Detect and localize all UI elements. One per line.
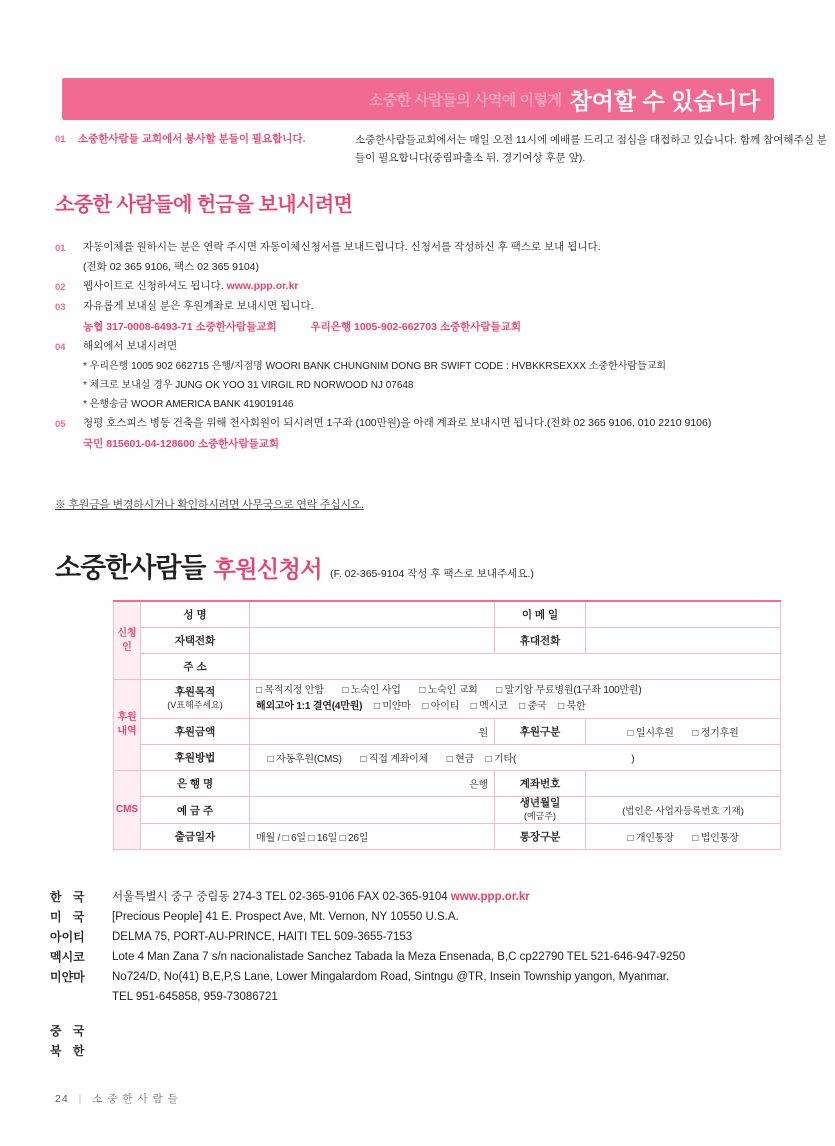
form-title-note: (F. 02-365-9104 작성 후 팩스로 보내주세요.) xyxy=(330,568,534,580)
change-note-text: ※ 후원금을 변경하시거나 확인하시려면 사무국으로 연락 주십시오. xyxy=(55,499,364,511)
address-row xyxy=(50,887,790,907)
header-banner xyxy=(62,78,774,120)
passbook-corporate[interactable]: □ 법인통장 xyxy=(692,833,739,844)
footer-divider: | xyxy=(78,1093,83,1105)
item-text: 웹사이트로 신청하셔도 됩니다. xyxy=(83,280,224,292)
table-row xyxy=(114,797,781,824)
input-amount[interactable] xyxy=(250,719,495,745)
label-home-phone: 자택전화 xyxy=(141,628,250,654)
input-name[interactable] xyxy=(250,601,495,628)
purpose-option-orphan-sponsor[interactable]: 해외고아 1:1 결연(4만원) xyxy=(256,701,363,712)
table-row xyxy=(114,628,781,654)
donation-instructions xyxy=(55,238,785,454)
label-address: 주 소 xyxy=(141,654,250,680)
form-title-main: 후원신청서 xyxy=(213,556,323,582)
label-passbook-type: 통장구분 xyxy=(495,824,586,850)
withdraw-date-options[interactable]: 매월 / □ 6일 □ 16일 □ 26일 xyxy=(250,824,495,850)
overseas-bullet: * 우리은행 1005 902 662715 은행/지점명 WOORI BANK CHUNGNIM DONG BR SWIFT CODE : HVBKKRSEXXX 소중한사람들교회 xyxy=(83,361,667,372)
purpose-option-homeless-church[interactable]: □ 노숙인 교회 xyxy=(419,685,478,696)
address-value: Lote 4 Man Zana 7 s/n nacionalistade Sanchez Tabada la Meza Ensenada, B,C cp22790 TEL 521-646-947-9250 xyxy=(112,951,686,963)
address-text: 서울특별시 중구 중림동 274-3 TEL 02-365-9106 FAX 02-365-9104 xyxy=(112,891,448,903)
table-row xyxy=(114,745,781,771)
address-value: [Precious People] 41 E. Prospect Ave, Mt. Vernon, NY 10550 U.S.A. xyxy=(112,911,459,923)
amount-unit: 원 xyxy=(478,728,488,739)
list-item xyxy=(55,277,785,296)
page-number: 24 xyxy=(55,1093,69,1105)
account-kookmin: 국민 815601-04-128600 소중한사람들교회 xyxy=(83,438,280,450)
label-method: 후원방법 xyxy=(141,745,250,771)
address-country: 중 국 xyxy=(50,1024,89,1038)
office-addresses xyxy=(50,887,790,1061)
address-country: 멕시코 xyxy=(50,950,85,964)
passbook-personal[interactable]: □ 개인통장 xyxy=(627,833,674,844)
purpose-row-2 xyxy=(256,699,774,715)
label-amount: 후원금액 xyxy=(141,719,250,745)
method-other[interactable]: □ 기타( xyxy=(485,754,517,765)
method-transfer[interactable]: □ 직접 계좌이체 xyxy=(360,754,429,765)
list-item xyxy=(55,414,785,433)
address-row xyxy=(50,967,790,987)
category-applicant-label: 신청인 xyxy=(117,627,137,653)
item-number: 05 xyxy=(55,419,66,430)
overseas-bullet: * 은행송금 WOOR AMERICA BANK 419019146 xyxy=(83,399,294,410)
table-row xyxy=(114,680,781,719)
input-mobile[interactable] xyxy=(586,628,781,654)
label-birth-sub: (예금주) xyxy=(523,811,557,821)
item-number: 02 xyxy=(55,282,66,293)
item-text: 자동이체를 원하시는 분은 연락 주시면 자동이체신청서를 보내드립니다. 신청서를 작성하신 후 팩스로 보내 됩니다. xyxy=(83,241,601,253)
bank-unit: 은행 xyxy=(469,780,488,791)
sponsorship-form-table xyxy=(113,600,781,850)
input-home-phone[interactable] xyxy=(250,628,495,654)
address-continuation: TEL 951-645858, 959-73086721 xyxy=(112,991,278,1003)
change-note xyxy=(55,496,364,512)
support-type-onetime[interactable]: □ 일시후원 xyxy=(627,728,674,739)
address-row xyxy=(50,1021,790,1041)
label-depositor: 예 금 주 xyxy=(141,797,250,824)
method-options[interactable] xyxy=(250,745,781,771)
purpose-option-cancer-hospital[interactable]: □ 말기암 무료병원(1구좌 100만원) xyxy=(496,685,642,696)
form-title-org: 소중한사람들 xyxy=(55,553,206,583)
address-country: 북 한 xyxy=(50,1044,89,1058)
address-row xyxy=(50,907,790,927)
website-link[interactable]: www.ppp.or.kr xyxy=(226,280,299,292)
address-country: 아이티 xyxy=(50,930,85,944)
label-mobile: 휴대전화 xyxy=(495,628,586,654)
list-item xyxy=(55,297,785,316)
passbook-options[interactable] xyxy=(586,824,781,850)
label-birth-main: 생년월일 xyxy=(519,797,561,809)
category-support-label: 후원내역 xyxy=(117,712,137,737)
item-text: 자유롭게 보내실 분은 후원계좌로 보내시면 됩니다. xyxy=(83,300,314,312)
purpose-option-haiti[interactable]: □ 아이티 xyxy=(422,701,460,712)
support-type-options[interactable] xyxy=(586,719,781,745)
item-text: 해외에서 보내시려면 xyxy=(83,340,178,352)
label-name: 성 명 xyxy=(141,601,250,628)
address-row xyxy=(50,947,790,967)
method-cms[interactable]: □ 자동후원(CMS) xyxy=(267,754,342,765)
purpose-options[interactable] xyxy=(250,680,781,719)
address-value: No724/D, No(41) B,E,P,S Lane, Lower Mingalardom Road, Sintngu @TR, Insein Township yangon, Myanmar. xyxy=(112,971,670,983)
list-item xyxy=(55,238,785,257)
label-birth xyxy=(495,797,586,824)
address-row xyxy=(50,927,790,947)
category-cms-label: CMS xyxy=(115,804,139,815)
intro-body: 소중한사람들교회에서는 매일 오전 11시에 예배를 드리고 점심을 대접하고 있습니다. 함께 참여해주실 분들이 필요합니다(중림파출소 뒤, 경기여상 후문 앞). xyxy=(355,134,827,164)
intro-lead: 소중한사람들 교회에서 봉사할 분들이 필요합니다. xyxy=(77,133,306,145)
input-depositor[interactable] xyxy=(250,797,495,824)
account-line xyxy=(55,317,785,337)
input-email[interactable] xyxy=(586,601,781,628)
label-purpose-sub: (V표해주세요) xyxy=(167,700,223,710)
item-number: 03 xyxy=(55,302,66,313)
label-email: 이 메 일 xyxy=(495,601,586,628)
item-subtext: (전화 02 365 9106, 팩스 02 365 9104) xyxy=(83,261,260,273)
category-support xyxy=(114,680,141,771)
address-url[interactable]: www.ppp.or.kr xyxy=(450,891,530,903)
banner-text-group xyxy=(369,78,760,120)
item-number: 04 xyxy=(55,342,66,353)
label-withdraw-date: 출금일자 xyxy=(141,824,250,850)
purpose-option-mexico[interactable]: □ 멕시코 xyxy=(470,701,508,712)
address-country: 미 국 xyxy=(50,910,89,924)
section-title: 소중한 사람들에 헌금을 보내시려면 xyxy=(55,194,353,216)
purpose-row-1 xyxy=(256,683,774,699)
intro-row xyxy=(55,131,827,164)
label-bank-name: 은 행 명 xyxy=(141,771,250,797)
account-nonghyup: 농협 317-0008-6493-71 소중한사람들교회 xyxy=(83,321,277,333)
label-support-type: 후원구분 xyxy=(495,719,586,745)
address-country: 미얀마 xyxy=(50,970,85,984)
label-account-no: 계좌번호 xyxy=(495,771,586,797)
corp-note: (법인은 사업자등록번호 기재) xyxy=(586,797,781,824)
account-woori: 우리은행 1005-902-662703 소중한사람들교회 xyxy=(310,321,521,333)
input-account-no[interactable] xyxy=(586,771,781,797)
input-bank-name[interactable] xyxy=(250,771,495,797)
label-purpose-main: 후원목적 xyxy=(174,686,216,698)
purpose-option-myanmar[interactable]: □ 미얀마 xyxy=(373,701,411,712)
list-item xyxy=(55,337,785,356)
method-other-close: ) xyxy=(631,754,635,765)
page-footer xyxy=(55,1091,179,1106)
purpose-option-north-korea[interactable]: □ 북한 xyxy=(558,701,586,712)
table-row xyxy=(114,654,781,680)
address-country: 한 국 xyxy=(50,890,89,904)
support-type-regular[interactable]: □ 정기후원 xyxy=(692,728,739,739)
banner-subtitle: 소중한 사람들의 사역에 이렇게 xyxy=(368,91,562,109)
category-cms xyxy=(114,771,141,850)
table-row xyxy=(114,719,781,745)
form-title xyxy=(55,546,534,585)
table-row xyxy=(114,824,781,850)
address-row xyxy=(50,1041,790,1061)
table-row xyxy=(114,601,781,628)
input-address[interactable] xyxy=(250,654,781,680)
purpose-option-none[interactable]: □ 목적지정 안함 xyxy=(256,685,324,696)
category-applicant xyxy=(114,601,141,680)
banner-title: 참여할 수 있습니다 xyxy=(569,87,760,114)
footer-label: 소 중 한 사 람 들 xyxy=(92,1093,179,1105)
address-value xyxy=(112,887,790,907)
purpose-option-china[interactable]: □ 중국 xyxy=(519,701,547,712)
item-text: 청평 호스피스 병동 건축을 위해 천사회원이 되시려면 1구좌 (100만원)을 아래 계좌로 보내시면 됩니다.(전화 02 365 9106, 010 2210 9106) xyxy=(83,417,712,429)
purpose-option-homeless-project[interactable]: □ 노숙인 사업 xyxy=(342,685,401,696)
overseas-bullet: * 체크로 보내실 경우 JUNG OK YOO 31 VIRGIL RD NORWOOD NJ 07648 xyxy=(83,380,414,391)
account-line xyxy=(55,434,785,454)
item-number: 01 xyxy=(55,243,66,254)
table-row xyxy=(114,771,781,797)
intro-number: 01 xyxy=(55,134,66,145)
label-purpose xyxy=(141,680,250,719)
method-cash[interactable]: □ 현금 xyxy=(446,754,475,765)
address-value: DELMA 75, PORT-AU-PRINCE, HAITI TEL 509-3655-7153 xyxy=(112,931,413,943)
